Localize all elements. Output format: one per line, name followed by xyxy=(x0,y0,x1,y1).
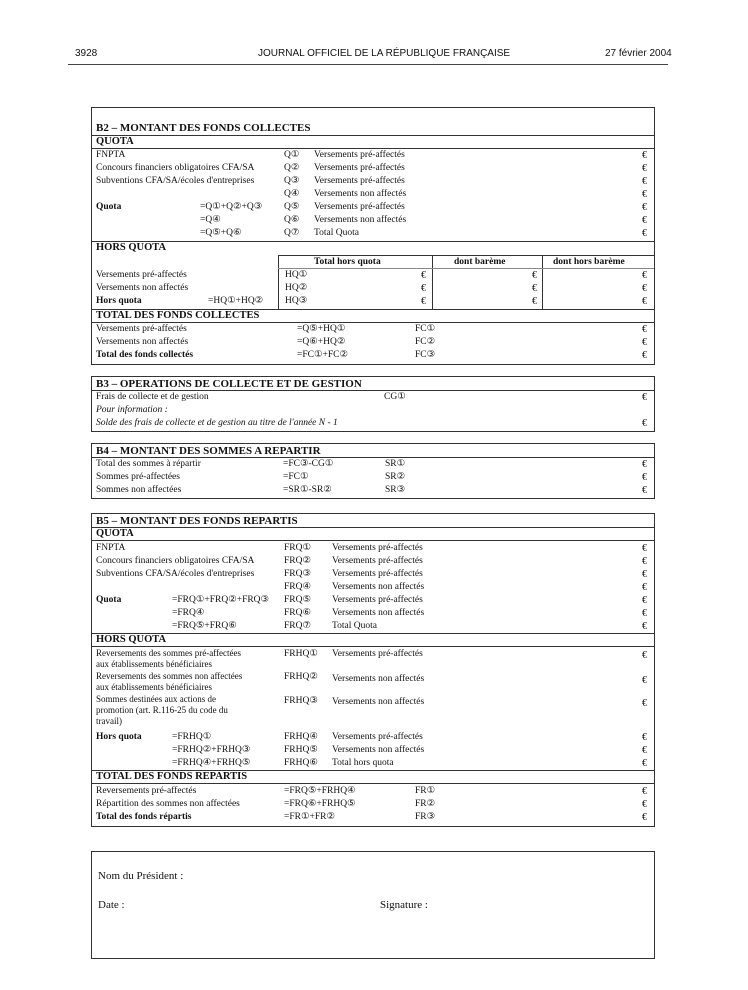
signature-label: Signature : xyxy=(380,899,428,911)
row-code: FRQ① xyxy=(284,543,311,553)
row-code: HQ① xyxy=(285,270,308,280)
row-label-line: promotion (art. R.116-25 du code du xyxy=(96,705,228,715)
euro-amount: € xyxy=(642,758,647,769)
journal-title: JOURNAL OFFICIEL DE LA RÉPUBLIQUE FRANÇAISE xyxy=(258,48,511,59)
divider xyxy=(92,783,654,784)
euro-amount: € xyxy=(642,202,647,213)
row-desc: Versements pré-affectés xyxy=(314,202,405,212)
row-formula: =SR①-SR② xyxy=(283,485,332,495)
row-code: FC③ xyxy=(415,350,436,360)
row-desc: Versements non affectés xyxy=(332,674,425,684)
row-code: SR③ xyxy=(385,485,406,495)
row-formula: =FR①+FR② xyxy=(284,812,335,822)
row-code: Q③ xyxy=(284,176,300,186)
euro-amount: € xyxy=(642,296,647,307)
row-code: SR② xyxy=(385,472,406,482)
euro-amount: € xyxy=(642,270,647,281)
euro-amount: € xyxy=(642,485,647,496)
row-label: Total des fonds répartis xyxy=(96,812,192,822)
row-desc: Versements pré-affectés xyxy=(332,732,423,742)
euro-amount: € xyxy=(642,176,647,187)
b2-total-title: TOTAL DES FONDS COLLECTES xyxy=(96,310,260,321)
row-formula: =FRQ①+FRQ②+FRQ③ xyxy=(172,595,270,605)
row-code: CG① xyxy=(384,392,406,402)
row-formula: =Q⑥+HQ② xyxy=(297,337,346,347)
row-desc: Versements pré-affectés xyxy=(314,163,405,173)
row-desc: Versements pré-affectés xyxy=(332,595,423,605)
row-desc: Total hors quota xyxy=(332,758,394,768)
b4-title: B4 – MONTANT DES SOMMES A REPARTIR xyxy=(96,445,321,457)
row-formula: =Q④ xyxy=(200,215,221,225)
euro-amount: € xyxy=(642,582,647,593)
euro-amount: € xyxy=(642,350,647,361)
section-b5 xyxy=(91,513,655,827)
column-rule xyxy=(432,255,433,309)
row-label: Hors quota xyxy=(96,732,142,742)
row-formula: =FRQ④ xyxy=(172,608,205,618)
row-formula: =FRHQ②+FRHQ③ xyxy=(172,745,251,755)
row-code: FR③ xyxy=(415,812,436,822)
row-desc: Versements pré-affectés xyxy=(314,150,405,160)
row-code: FC② xyxy=(415,337,436,347)
row-label: Concours financiers obligatoires CFA/SA xyxy=(96,556,255,566)
euro-amount: € xyxy=(642,569,647,580)
euro-amount: € xyxy=(642,608,647,619)
euro-amount: € xyxy=(642,812,647,823)
euro-amount: € xyxy=(642,650,647,661)
b5-quota-title: QUOTA xyxy=(96,528,134,539)
row-desc: Versements pré-affectés xyxy=(332,649,423,659)
row-desc: Versements non affectés xyxy=(332,582,425,592)
row-formula: =FC①+FC② xyxy=(297,350,348,360)
row-desc: Total Quota xyxy=(332,621,377,631)
row-code: FC① xyxy=(415,324,436,334)
row-desc: Versements non affectés xyxy=(314,215,407,225)
row-label: Frais de collecte et de gestion xyxy=(96,392,209,402)
row-label: Subventions CFA/SA/écoles d'entreprises xyxy=(96,176,255,186)
divider xyxy=(278,268,654,269)
b2-hors-quota-title: HORS QUOTA xyxy=(96,242,167,253)
b5-title: B5 – MONTANT DES FONDS REPARTIS xyxy=(96,515,298,527)
date-label: Date : xyxy=(98,899,125,911)
row-code: Q⑦ xyxy=(284,228,300,238)
euro-amount: € xyxy=(642,337,647,348)
euro-amount: € xyxy=(421,270,426,281)
row-desc: Versements pré-affectés xyxy=(314,176,405,186)
row-desc: Versements pré-affectés xyxy=(332,569,423,579)
row-label: Hors quota xyxy=(96,296,142,306)
row-label: Versements pré-affectés xyxy=(96,270,187,280)
euro-amount: € xyxy=(532,283,537,294)
row-code: SR① xyxy=(385,459,406,469)
row-formula: =Q⑤+Q⑥ xyxy=(200,228,242,238)
row-label: Versements non affectés xyxy=(96,337,189,347)
row-formula: =FRQ⑤+FRHQ④ xyxy=(284,786,356,796)
row-desc: Versements pré-affectés xyxy=(332,543,423,553)
divider xyxy=(92,646,654,647)
divider xyxy=(92,241,654,242)
row-code: HQ③ xyxy=(285,296,308,306)
euro-amount: € xyxy=(532,270,537,281)
euro-amount: € xyxy=(642,150,647,161)
row-code: Q⑥ xyxy=(284,215,300,225)
row-label: Répartition des sommes non affectées xyxy=(96,799,240,809)
b3-title: B3 – OPERATIONS DE COLLECTE ET DE GESTION xyxy=(96,378,362,390)
row-label: Concours financiers obligatoires CFA/SA xyxy=(96,163,255,173)
row-code: FRQ④ xyxy=(284,582,311,592)
row-code: HQ② xyxy=(285,283,308,293)
header-rule xyxy=(68,64,668,65)
row-desc: Versements non affectés xyxy=(332,697,425,707)
row-label-line: Sommes destinées aux actions de xyxy=(96,694,216,704)
row-label-line: aux établissements bénéficiaires xyxy=(96,682,212,692)
euro-amount: € xyxy=(642,745,647,756)
row-code: FR② xyxy=(415,799,436,809)
column-rule xyxy=(278,255,279,309)
row-desc: Versements pré-affectés xyxy=(332,556,423,566)
row-label: Subventions CFA/SA/écoles d'entreprises xyxy=(96,569,255,579)
row-label-line: Reversements des sommes non affectées xyxy=(96,671,243,681)
row-code: FRHQ② xyxy=(284,672,318,682)
euro-amount: € xyxy=(421,296,426,307)
row-code: FRQ③ xyxy=(284,569,311,579)
row-label-line: aux établissements bénéficiaires xyxy=(96,659,212,669)
euro-amount: € xyxy=(642,392,647,403)
row-formula: =FC③-CG① xyxy=(283,459,334,469)
hq-col-hors-bareme: dont hors barème xyxy=(553,257,625,267)
euro-amount: € xyxy=(642,163,647,174)
row-label: FNPTA xyxy=(96,543,126,553)
hq-col-total: Total hors quota xyxy=(314,257,381,267)
row-formula: =FRHQ① xyxy=(172,732,212,742)
euro-amount: € xyxy=(642,228,647,239)
row-label: Quota xyxy=(96,595,122,605)
row-label: Reversements pré-affectés xyxy=(96,786,197,796)
row-label: Total des fonds collectés xyxy=(96,350,194,360)
row-formula: =FRQ⑥+FRHQ⑤ xyxy=(284,799,356,809)
row-code: FRQ⑥ xyxy=(284,608,311,618)
row-code: Q② xyxy=(284,163,300,173)
euro-amount: € xyxy=(642,283,647,294)
info-label: Pour information : xyxy=(96,405,168,415)
euro-amount: € xyxy=(642,472,647,483)
row-code: FRHQ⑤ xyxy=(284,745,318,755)
divider xyxy=(92,540,654,541)
row-formula: =Q⑤+HQ① xyxy=(297,324,346,334)
euro-amount: € xyxy=(642,595,647,606)
euro-amount: € xyxy=(421,283,426,294)
divider xyxy=(92,633,654,634)
row-label-line: travail) xyxy=(96,716,122,726)
row-label: Total des sommes à répartir xyxy=(96,459,201,469)
euro-amount: € xyxy=(642,675,647,686)
row-label: Sommes non affectées xyxy=(96,485,182,495)
row-formula: =FRHQ④+FRHQ⑤ xyxy=(172,758,251,768)
row-code: Q④ xyxy=(284,189,300,199)
section-b4 xyxy=(91,443,655,499)
divider xyxy=(92,527,654,528)
row-code: FRQ② xyxy=(284,556,311,566)
row-code: Q⑤ xyxy=(284,202,300,212)
row-formula: =FC① xyxy=(283,472,309,482)
row-code: FRHQ④ xyxy=(284,732,318,742)
euro-amount: € xyxy=(642,786,647,797)
b2-quota-title: QUOTA xyxy=(96,136,134,147)
row-code: FRQ⑤ xyxy=(284,595,311,605)
euro-amount: € xyxy=(642,418,647,429)
column-rule xyxy=(542,255,543,309)
row-code: FRQ⑦ xyxy=(284,621,311,631)
row-code: FRHQ⑥ xyxy=(284,758,318,768)
row-code: FR① xyxy=(415,786,436,796)
euro-amount: € xyxy=(642,799,647,810)
euro-amount: € xyxy=(642,324,647,335)
row-label-line: Reversements des sommes pré-affectées xyxy=(96,648,242,658)
row-formula: =Q①+Q②+Q③ xyxy=(200,202,263,212)
divider xyxy=(92,135,654,136)
euro-amount: € xyxy=(642,732,647,743)
row-formula: =HQ①+HQ② xyxy=(208,296,264,306)
publication-date: 27 février 2004 xyxy=(605,48,672,59)
row-code: FRHQ① xyxy=(284,649,318,659)
euro-amount: € xyxy=(532,296,537,307)
euro-amount: € xyxy=(642,215,647,226)
euro-amount: € xyxy=(642,543,647,554)
signature-box xyxy=(91,851,655,959)
euro-amount: € xyxy=(642,459,647,470)
b5-total-title: TOTAL DES FONDS REPARTIS xyxy=(96,771,248,782)
row-desc: Versements non affectés xyxy=(332,608,425,618)
row-desc: Versements non affectés xyxy=(314,189,407,199)
row-label: Versements non affectés xyxy=(96,283,189,293)
row-desc: Total Quota xyxy=(314,228,359,238)
hq-col-bareme: dont barème xyxy=(454,257,506,267)
page-number: 3928 xyxy=(75,48,98,59)
row-desc: Versements non affectés xyxy=(332,745,425,755)
row-label: Solde des frais de collecte et de gestion au titre de l'année N - 1 xyxy=(96,418,338,428)
row-formula: =FRQ⑤+FRQ⑥ xyxy=(172,621,237,631)
b5-hors-quota-title: HORS QUOTA xyxy=(96,634,167,645)
euro-amount: € xyxy=(642,698,647,709)
row-label: FNPTA xyxy=(96,150,126,160)
row-code: Q① xyxy=(284,150,300,160)
row-label: Quota xyxy=(96,202,122,212)
president-name-label: Nom du Président : xyxy=(98,870,184,882)
b2-title: B2 – MONTANT DES FONDS COLLECTES xyxy=(96,122,311,134)
row-code: FRHQ③ xyxy=(284,696,318,706)
euro-amount: € xyxy=(642,189,647,200)
euro-amount: € xyxy=(642,556,647,567)
row-label: Sommes pré-affectées xyxy=(96,472,180,482)
section-b3 xyxy=(91,376,655,432)
row-label: Versements pré-affectés xyxy=(96,324,187,334)
section-b2 xyxy=(91,107,655,365)
euro-amount: € xyxy=(642,621,647,632)
